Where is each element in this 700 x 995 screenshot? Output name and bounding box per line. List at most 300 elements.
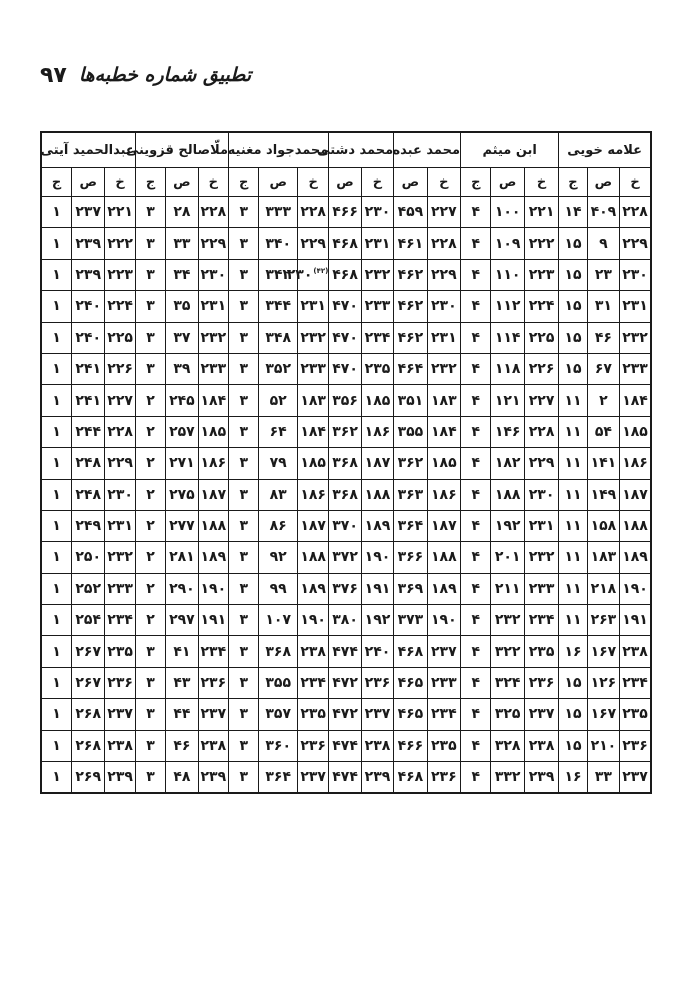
table-row bbox=[41, 730, 651, 761]
table-cell: ۱۱۴ bbox=[491, 322, 524, 353]
table-cell: ۲ bbox=[587, 385, 619, 416]
table-cell: ۱ bbox=[41, 291, 72, 322]
table-cell: ۱۵ bbox=[559, 667, 587, 698]
group-header-mohammad-abdoh: محمد عبده bbox=[394, 132, 461, 168]
table-cell: ۲۲۳ bbox=[524, 259, 558, 290]
table-cell: ۳۵۶ bbox=[329, 385, 361, 416]
table-cell: ۱ bbox=[41, 699, 72, 730]
table-cell: ۲۴۹ bbox=[72, 510, 105, 541]
table-cell: ۳۷۲ bbox=[329, 542, 361, 573]
table-cell: ۲۲۸ bbox=[524, 416, 558, 447]
table-cell: ۱۸۳ bbox=[297, 385, 328, 416]
table-row bbox=[41, 605, 651, 636]
table-cell: ۲۳۵ bbox=[105, 636, 135, 667]
table-cell: ۲۳۹ bbox=[105, 762, 135, 794]
table-cell: ۱۸۳ bbox=[587, 542, 619, 573]
table-cell: ۲۳۳ bbox=[297, 353, 328, 384]
table-cell: ۲۳۶ bbox=[105, 667, 135, 698]
table-row bbox=[41, 448, 651, 479]
table-cell: ۱۸۷ bbox=[427, 510, 460, 541]
table-cell: ۲۶۷ bbox=[72, 667, 105, 698]
table-cell: ۴۷۰ bbox=[329, 353, 361, 384]
table-cell: ۱۹۲ bbox=[491, 510, 524, 541]
table-cell: ۱۶ bbox=[559, 636, 587, 667]
table-cell: ۳۶۲ bbox=[394, 448, 427, 479]
table-cell: ۴۶۵ bbox=[394, 667, 427, 698]
table-cell: ۳۷۰ bbox=[329, 510, 361, 541]
table-cell: ۳ bbox=[135, 667, 165, 698]
table-cell: ۳۲۸ bbox=[491, 730, 524, 761]
table-cell: ۳۸۰ bbox=[329, 605, 361, 636]
table-cell: ۲۳۴ bbox=[297, 667, 328, 698]
table-cell: ۳ bbox=[229, 479, 259, 510]
table-cell: ۲۳۸ bbox=[105, 730, 135, 761]
table-cell: ۱۸۸ bbox=[491, 479, 524, 510]
table-cell: ۲۲۴ bbox=[524, 291, 558, 322]
table-cell: ۱۸۴ bbox=[297, 416, 328, 447]
table-cell: ۴ bbox=[461, 605, 491, 636]
table-cell: ۴ bbox=[461, 762, 491, 794]
table-cell: ۱۴۱ bbox=[587, 448, 619, 479]
table-cell: ۲۲۷ bbox=[105, 385, 135, 416]
table-cell: ۲۲۶ bbox=[524, 353, 558, 384]
table-cell: ۲۳۸ bbox=[524, 730, 558, 761]
table-cell: ۱ bbox=[41, 385, 72, 416]
subheader-volume: ج bbox=[559, 168, 587, 197]
table-cell: ۱۸۳ bbox=[427, 385, 460, 416]
table-cell: ۴۷۰ bbox=[329, 291, 361, 322]
table-cell: ۲۳۱ bbox=[620, 291, 651, 322]
table-cell: ۳۴۸ bbox=[259, 322, 298, 353]
table-cell: ۳ bbox=[135, 228, 165, 259]
table-cell: ۴ bbox=[461, 291, 491, 322]
table-cell: ۱ bbox=[41, 322, 72, 353]
subheader-page: ص bbox=[587, 168, 619, 197]
table-cell: ۴ bbox=[461, 636, 491, 667]
table-cell: ۲۳۶ bbox=[524, 667, 558, 698]
table-cell: ۱ bbox=[41, 259, 72, 290]
table-cell: ۴۴ bbox=[166, 699, 198, 730]
table-cell: ۲ bbox=[135, 448, 165, 479]
group-header-mohammad-javad-mughniyeh: محمدجواد مغنیه bbox=[229, 132, 329, 168]
table-cell: ۲۴۰ bbox=[72, 291, 105, 322]
table-cell: ۲۳۰ bbox=[361, 197, 393, 228]
table-cell: ۱۸۶ bbox=[361, 416, 393, 447]
table-cell: ۱ bbox=[41, 197, 72, 228]
table-cell: ۱۸۶ bbox=[198, 448, 228, 479]
table-cell: ۴۶۵ bbox=[394, 699, 427, 730]
table-cell: ۴۵۹ bbox=[394, 197, 427, 228]
table-cell: ۲۳۵ bbox=[361, 353, 393, 384]
table-cell: ۲۳۲ bbox=[620, 322, 651, 353]
table-cell: ۳ bbox=[135, 636, 165, 667]
table-cell: ۲۳۷ bbox=[361, 699, 393, 730]
table-cell: ۱۵ bbox=[559, 699, 587, 730]
table-cell: ۳ bbox=[229, 385, 259, 416]
table-cell: ۱۸۹ bbox=[427, 573, 460, 604]
table-cell: ۲ bbox=[135, 510, 165, 541]
table-cell: ۳ bbox=[229, 197, 259, 228]
table-cell: ۱۸۷ bbox=[198, 479, 228, 510]
table-cell: ۲۳۸ bbox=[361, 730, 393, 761]
table-cell: ۳۹ bbox=[166, 353, 198, 384]
table-cell: ۳ bbox=[229, 636, 259, 667]
table-cell: ۴۰۹ bbox=[587, 197, 619, 228]
table-cell: ۲۴۴ bbox=[72, 416, 105, 447]
table-cell: ۳ bbox=[135, 762, 165, 794]
table-cell: ۱۶ bbox=[559, 762, 587, 794]
table-cell: ۲۲۸ bbox=[427, 228, 460, 259]
table-cell: ۳ bbox=[229, 605, 259, 636]
table-cell: ۲۳۹ bbox=[72, 228, 105, 259]
subheader-page: ص bbox=[491, 168, 524, 197]
table-cell: ۱۲۶ bbox=[587, 667, 619, 698]
table-cell: ۴۷۰ bbox=[329, 322, 361, 353]
table-cell: ۲۲۲ bbox=[524, 228, 558, 259]
table-cell: ۱۹۲ bbox=[361, 605, 393, 636]
table-cell: ۲۵۲ bbox=[72, 573, 105, 604]
group-header-molla-saleh-qazvini: ملّاصالح قزوینی bbox=[135, 132, 228, 168]
table-cell: ۳۳۳ bbox=[259, 197, 298, 228]
table-cell: ۲۶۸ bbox=[72, 730, 105, 761]
table-cell: ۳۶۴ bbox=[259, 762, 298, 794]
table-cell: ۳۵۵ bbox=[394, 416, 427, 447]
table-cell: ۱۸۷ bbox=[361, 448, 393, 479]
subheader-volume: ج bbox=[41, 168, 72, 197]
table-cell: ۲۲۵ bbox=[105, 322, 135, 353]
table-cell: ۳۶۸ bbox=[329, 448, 361, 479]
table-cell: ۱ bbox=[41, 479, 72, 510]
table-cell: ۱۱ bbox=[559, 416, 587, 447]
table-cell: ۳۵۱ bbox=[394, 385, 427, 416]
table-cell: ۲۶۹ bbox=[72, 762, 105, 794]
running-title: تطبیق شماره خطبه‌ها bbox=[78, 64, 252, 86]
table-cell: ۱۱۰ bbox=[491, 259, 524, 290]
table-cell: ۴ bbox=[461, 322, 491, 353]
table-cell: ۳ bbox=[229, 353, 259, 384]
subheader-page: ص bbox=[394, 168, 427, 197]
table-row bbox=[41, 542, 651, 573]
table-cell: ۳ bbox=[229, 448, 259, 479]
table-cell: ۳۶۰ bbox=[259, 730, 298, 761]
table-cell: ۴۷۴ bbox=[329, 636, 361, 667]
table-cell: ۳ bbox=[135, 197, 165, 228]
table-cell: ۸۶ bbox=[259, 510, 298, 541]
table-cell: ۹ bbox=[587, 228, 619, 259]
table-cell: ۲۲۵ bbox=[524, 322, 558, 353]
subheader-volume: ج bbox=[229, 168, 259, 197]
table-cell: ۳۶۶ bbox=[394, 542, 427, 573]
subheader-page: ص bbox=[72, 168, 105, 197]
table-row bbox=[41, 197, 651, 228]
table-cell: ۲۳۰ bbox=[105, 479, 135, 510]
table-cell: ۲ bbox=[135, 479, 165, 510]
table-cell: ۲ bbox=[135, 542, 165, 573]
table-cell: ۲۷۵ bbox=[166, 479, 198, 510]
page-number: ۹۷ bbox=[40, 62, 67, 88]
table-cell: ۵۲ bbox=[259, 385, 298, 416]
table-cell: ۲۳۹ bbox=[524, 762, 558, 794]
table-cell: ۳۴۲ bbox=[259, 259, 298, 290]
table-cell: ۱۹۱ bbox=[620, 605, 651, 636]
table-cell: ۳۳۲ bbox=[491, 762, 524, 794]
table-cell: ۱۱ bbox=[559, 573, 587, 604]
table-cell: ۲۳۶ bbox=[427, 762, 460, 794]
table-cell: ۱۹۰ bbox=[361, 542, 393, 573]
table-row bbox=[41, 228, 651, 259]
table-cell: ۸۳ bbox=[259, 479, 298, 510]
table-cell: ۱۹۰ bbox=[198, 573, 228, 604]
table-cell: ۵۴ bbox=[587, 416, 619, 447]
table-cell: ۲۳۱ bbox=[105, 510, 135, 541]
table-cell: ۴ bbox=[461, 416, 491, 447]
table-cell: ۲۳۰ bbox=[620, 259, 651, 290]
table-cell: ۲۲۷ bbox=[427, 197, 460, 228]
table-cell: ۳ bbox=[229, 730, 259, 761]
table-cell: ۱ bbox=[41, 448, 72, 479]
subheader-khutbah: خ bbox=[427, 168, 460, 197]
table-cell: ۲۳۳ bbox=[427, 667, 460, 698]
table-cell: ۱۸۹ bbox=[361, 510, 393, 541]
table-cell: ۲۳۱ bbox=[198, 291, 228, 322]
table-cell: ۲۲۹ bbox=[297, 228, 328, 259]
table-cell: ۳ bbox=[229, 667, 259, 698]
table-cell: ۲۲۱ bbox=[524, 197, 558, 228]
table-row bbox=[41, 416, 651, 447]
table-cell: ۲۵۰ bbox=[72, 542, 105, 573]
table-cell: ۲۳۳ bbox=[361, 291, 393, 322]
table-cell: ۴۷۲ bbox=[329, 667, 361, 698]
table-cell: ۴۷۲ bbox=[329, 699, 361, 730]
table-cell: ۲۷۷ bbox=[166, 510, 198, 541]
table-cell: ۲۳۷ bbox=[297, 762, 328, 794]
table-cell: ۲۲۴ bbox=[105, 291, 135, 322]
table-cell: ۳۷۶ bbox=[329, 573, 361, 604]
table-cell: ۴۶ bbox=[587, 322, 619, 353]
table-cell: ۲ bbox=[135, 605, 165, 636]
table-cell: ۲۴۰ bbox=[72, 322, 105, 353]
table-cell: ۳۶۲ bbox=[329, 416, 361, 447]
table-cell: ۱۴۹ bbox=[587, 479, 619, 510]
table-cell: ۲۳۶ bbox=[620, 730, 651, 761]
table-cell: ۱۱ bbox=[559, 479, 587, 510]
table-cell: ۳ bbox=[229, 291, 259, 322]
table-cell: ۶۴ bbox=[259, 416, 298, 447]
table-cell: ۲۳۴ bbox=[361, 322, 393, 353]
group-header-row bbox=[41, 132, 651, 168]
table-cell: ۱۸۷ bbox=[297, 510, 328, 541]
subheader-row bbox=[41, 168, 651, 197]
cell-value: ۲۳۰ bbox=[286, 266, 313, 283]
table-cell: ۲۳۳ bbox=[105, 573, 135, 604]
table-cell: ۴۶۸ bbox=[329, 259, 361, 290]
table-cell: ۲۳۰ bbox=[198, 259, 228, 290]
table-cell: ۲۳۲ bbox=[427, 353, 460, 384]
subheader-khutbah: خ bbox=[105, 168, 135, 197]
table-cell: ۱۸۸ bbox=[361, 479, 393, 510]
table-cell: ۴۶۴ bbox=[394, 353, 427, 384]
table-cell: ۳۶۳ bbox=[394, 479, 427, 510]
table-cell: ۲۳۲ bbox=[105, 542, 135, 573]
table-cell: ۲۲۱ bbox=[105, 197, 135, 228]
table-cell: ۴۷۴ bbox=[329, 762, 361, 794]
table-cell: ۱۹۰ bbox=[427, 605, 460, 636]
table-cell: ۶۷ bbox=[587, 353, 619, 384]
table-cell: ۱۸۸ bbox=[198, 510, 228, 541]
table-cell: ۳ bbox=[135, 259, 165, 290]
table-cell: ۱ bbox=[41, 228, 72, 259]
table-cell: ۲۳۲ bbox=[297, 322, 328, 353]
table-cell: ۱۸۸ bbox=[297, 542, 328, 573]
table-cell: ۲۳۹ bbox=[198, 762, 228, 794]
table-cell: ۲۲۹ bbox=[620, 228, 651, 259]
table-cell: ۲۵۴ bbox=[72, 605, 105, 636]
table-cell: ۱۸۵ bbox=[198, 416, 228, 447]
table-cell: ۴۶۶ bbox=[394, 730, 427, 761]
table-cell: ۲۸۱ bbox=[166, 542, 198, 573]
table-cell: ۱۸۶ bbox=[297, 479, 328, 510]
table-cell: ۳۳ bbox=[166, 228, 198, 259]
table-cell: ۲۳۷ bbox=[524, 699, 558, 730]
subheader-khutbah: خ bbox=[297, 168, 328, 197]
table-row bbox=[41, 322, 651, 353]
table-cell: ۱ bbox=[41, 636, 72, 667]
table-cell: ۱۵ bbox=[559, 353, 587, 384]
table-cell: ۱۸۴ bbox=[198, 385, 228, 416]
table-cell: ۲۳۴ bbox=[524, 605, 558, 636]
table-cell bbox=[286, 259, 329, 290]
table-cell: ۲۵۷ bbox=[166, 416, 198, 447]
table-cell: ۳۴۴ bbox=[259, 291, 298, 322]
table-cell: ۳۶۴ bbox=[394, 510, 427, 541]
table-cell: ۲۴۱ bbox=[72, 353, 105, 384]
table-cell: ۲۳۵ bbox=[524, 636, 558, 667]
table-cell: ۲۳۸ bbox=[198, 730, 228, 761]
table-cell: ۴ bbox=[461, 730, 491, 761]
table-cell: ۳۴ bbox=[166, 259, 198, 290]
table-cell: ۱۸۶ bbox=[427, 479, 460, 510]
table-cell: ۱۸۲ bbox=[491, 448, 524, 479]
table-cell: ۴ bbox=[461, 542, 491, 573]
table-cell: ۲۳۶ bbox=[297, 730, 328, 761]
table-cell: ۹۹ bbox=[259, 573, 298, 604]
table-cell: ۱۵ bbox=[559, 259, 587, 290]
table-cell: ۲۳۸ bbox=[620, 636, 651, 667]
table-cell: ۱۵ bbox=[559, 730, 587, 761]
table-cell: ۲۲۹ bbox=[427, 259, 460, 290]
table-cell: ۳ bbox=[229, 762, 259, 794]
table-cell: ۱۸۹ bbox=[198, 542, 228, 573]
table-cell: ۴۳ bbox=[166, 667, 198, 698]
table-cell: ۲۸ bbox=[166, 197, 198, 228]
table-cell: ۲۰۱ bbox=[491, 542, 524, 573]
table-row bbox=[41, 385, 651, 416]
table-cell: ۲۳۰ bbox=[427, 291, 460, 322]
table-cell: ۴ bbox=[461, 259, 491, 290]
table-cell: ۴ bbox=[461, 667, 491, 698]
table-cell: ۱۱ bbox=[559, 448, 587, 479]
group-header-ibn-maytham: ابن میثم bbox=[461, 132, 559, 168]
table-cell: ۴ bbox=[461, 699, 491, 730]
table-cell: ۳ bbox=[229, 699, 259, 730]
table-cell: ۱۶۷ bbox=[587, 699, 619, 730]
table-cell: ۱۲۱ bbox=[491, 385, 524, 416]
table-cell: ۱۶۷ bbox=[587, 636, 619, 667]
subheader-khutbah: خ bbox=[524, 168, 558, 197]
table-cell: ۱۱۸ bbox=[491, 353, 524, 384]
table-cell: ۱۸۹ bbox=[620, 542, 651, 573]
table-cell: ۱ bbox=[41, 762, 72, 794]
table-cell: ۲۹۰ bbox=[166, 573, 198, 604]
group-header-abdolhamid-ayati: عبدالحمید آیتی bbox=[41, 132, 135, 168]
table-cell: ۳۱ bbox=[587, 291, 619, 322]
table-cell: ۱ bbox=[41, 605, 72, 636]
table-cell: ۲۳۲ bbox=[524, 542, 558, 573]
table-cell: ۱۸۴ bbox=[620, 385, 651, 416]
table-cell: ۲۳۷ bbox=[72, 197, 105, 228]
table-cell: ۴۶ bbox=[166, 730, 198, 761]
table-row bbox=[41, 636, 651, 667]
table-cell: ۲۱۸ bbox=[587, 573, 619, 604]
table-cell: ۲۴۸ bbox=[72, 479, 105, 510]
table-cell: ۴۸ bbox=[166, 762, 198, 794]
table-cell: ۲۳۲ bbox=[361, 259, 393, 290]
table-cell: ۱۹۰ bbox=[297, 605, 328, 636]
table-cell: ۱۸۷ bbox=[620, 479, 651, 510]
table-row bbox=[41, 510, 651, 541]
table-cell: ۴۶۲ bbox=[394, 259, 427, 290]
table-cell: ۲۳۳ bbox=[620, 353, 651, 384]
table-cell: ۱۹۰ bbox=[620, 573, 651, 604]
table-cell: ۱۱ bbox=[559, 542, 587, 573]
table-cell: ۱ bbox=[41, 573, 72, 604]
table-cell: ۴ bbox=[461, 479, 491, 510]
table-cell: ۴۶۲ bbox=[394, 291, 427, 322]
table-cell: ۱۸۸ bbox=[620, 510, 651, 541]
table-cell: ۳۳ bbox=[587, 762, 619, 794]
table-cell: ۲۶۳ bbox=[587, 605, 619, 636]
table-cell: ۱۸۵ bbox=[361, 385, 393, 416]
table-cell: ۴۷۴ bbox=[329, 730, 361, 761]
table-cell: ۳ bbox=[135, 353, 165, 384]
table-cell: ۳۷ bbox=[166, 322, 198, 353]
table-cell: ۲۲۹ bbox=[105, 448, 135, 479]
table-cell: ۲۴۰ bbox=[361, 636, 393, 667]
table-cell: ۲۳۵ bbox=[620, 699, 651, 730]
subheader-page: ص bbox=[329, 168, 361, 197]
table-cell: ۱ bbox=[41, 353, 72, 384]
table-cell: ۱۱ bbox=[559, 510, 587, 541]
table-cell: ۳ bbox=[229, 259, 259, 290]
table-cell: ۱۰۷ bbox=[259, 605, 298, 636]
table-cell: ۴۶۱ bbox=[394, 228, 427, 259]
table-cell: ۹۲ bbox=[259, 542, 298, 573]
table-cell: ۲۳۹ bbox=[361, 762, 393, 794]
table-cell: ۱۸۶ bbox=[620, 448, 651, 479]
subheader-page: ص bbox=[259, 168, 298, 197]
table-cell: ۴۶۸ bbox=[394, 636, 427, 667]
table-cell: ۳۲۴ bbox=[491, 667, 524, 698]
table-cell: ۱ bbox=[41, 667, 72, 698]
table-cell: ۲۷۱ bbox=[166, 448, 198, 479]
table-cell: ۴۶۶ bbox=[329, 197, 361, 228]
table-cell: ۲۹۷ bbox=[166, 605, 198, 636]
table-row bbox=[41, 573, 651, 604]
table-cell: ۱۱۲ bbox=[491, 291, 524, 322]
table-cell: ۳۲۵ bbox=[491, 699, 524, 730]
table-cell: ۲۳ bbox=[587, 259, 619, 290]
table-row bbox=[41, 667, 651, 698]
